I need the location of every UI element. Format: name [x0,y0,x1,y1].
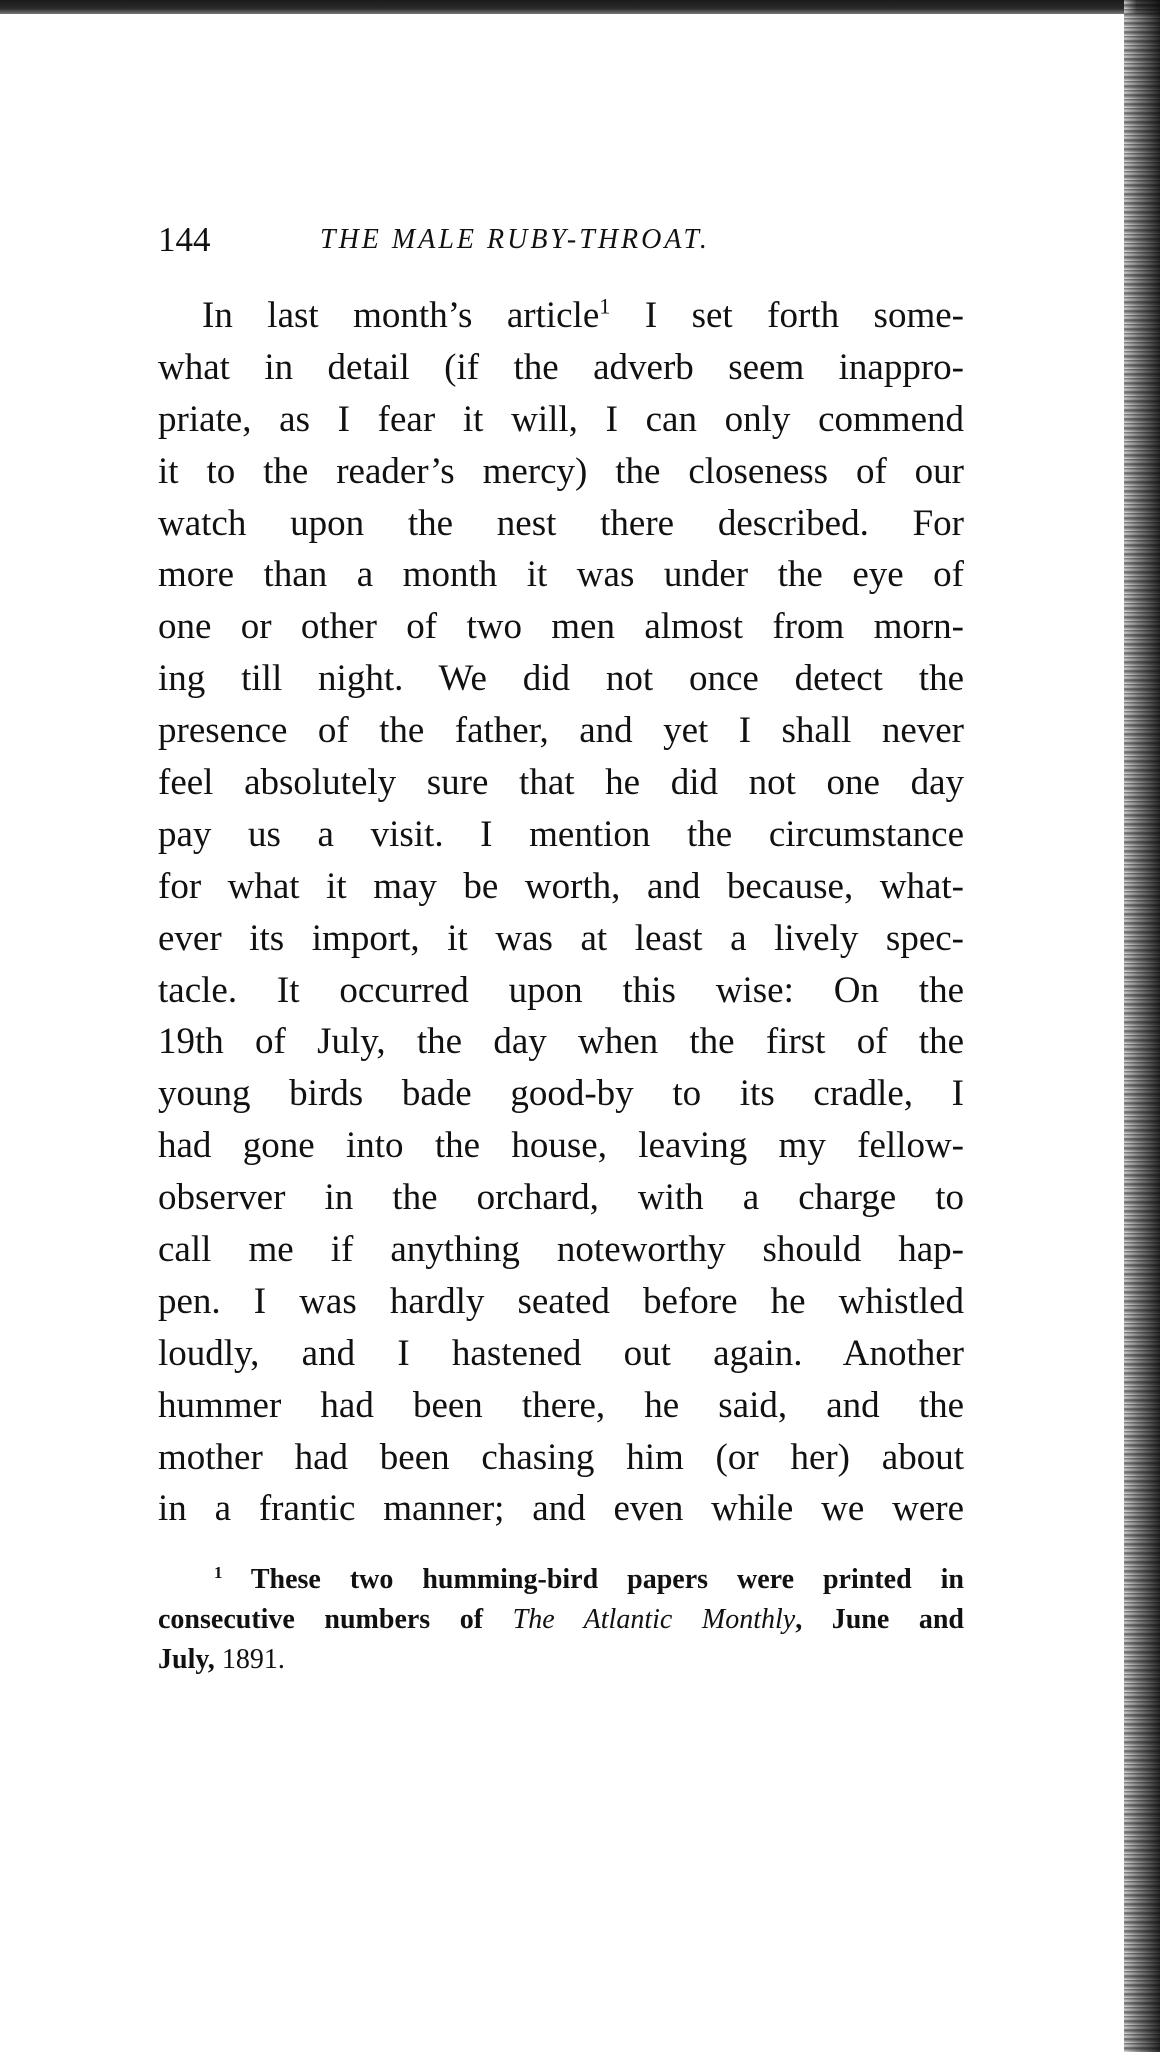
journal-title: The Atlantic Monthly [512,1604,796,1635]
text-line: hummer had been there, he said, and the [158,1384,964,1426]
page-header [158,218,964,262]
text-line: tacle. It occurred upon this wise: On the [158,969,964,1011]
text-line: mother had been chasing him (or her) about [158,1436,964,1478]
text-line: 19th of July, the day when the first of the [158,1021,964,1063]
scan-right-edge [1124,0,1160,2052]
footnote-text: July, [158,1644,215,1675]
text-line: pay us a visit. I mention the circumstance [158,813,964,855]
text-line: young birds bade good-by to its cradle, I [158,1073,964,1115]
footnote-line [158,1560,964,1600]
footnote-line [158,1640,964,1680]
text-line: what in detail (if the adverb seem inappro- [158,346,964,388]
page-number: 144 [158,220,211,259]
footnote-text: , June and [795,1604,965,1635]
text-line: more than a month it was under the eye of [158,554,964,596]
footnote-text: These two humming-bird papers were printed in [250,1564,964,1595]
text-segment: In last month’s article [202,295,600,336]
scan-top-edge [0,0,1160,14]
text-line: loudly, and I hastened out again. Another [158,1332,964,1374]
text-line: observer in the orchard, with a charge to [158,1177,964,1219]
text-line: ing till night. We did not once detect the [158,658,964,700]
footnote-year: 1891. [214,1644,285,1675]
body-text [158,290,964,1535]
text-line: pen. I was hardly seated before he whistled [158,1280,964,1322]
text-line [158,290,964,342]
text-line: had gone into the house, leaving my fellow- [158,1125,964,1167]
text-line: feel absolutely sure that he did not one day [158,762,964,804]
footnote-line [158,1600,964,1640]
text-line: one or other of two men almost from morn- [158,606,964,648]
text-line: watch upon the nest there described. For [158,502,964,544]
text-line: presence of the father, and yet I shall never [158,710,964,752]
footnote-text: consecutive numbers of [158,1604,513,1635]
text-line: it to the reader’s mercy) the closeness of our [158,450,964,492]
text-line: ever its import, it was at least a lively spec- [158,917,964,959]
footnote-marker: 1 [214,1562,223,1582]
footnote [158,1560,964,1680]
text-line: for what it may be worth, and because, what- [158,865,964,907]
text-line: call me if anything noteworthy should hap- [158,1229,964,1271]
text-line: priate, as I fear it will, I can only commend [158,398,964,440]
text-segment: I set forth some- [610,295,964,336]
footnote-reference: 1 [599,293,611,319]
text-line: in a frantic manner; and even while we were [158,1488,964,1530]
running-head: THE MALE RUBY-THROAT. [320,224,710,255]
